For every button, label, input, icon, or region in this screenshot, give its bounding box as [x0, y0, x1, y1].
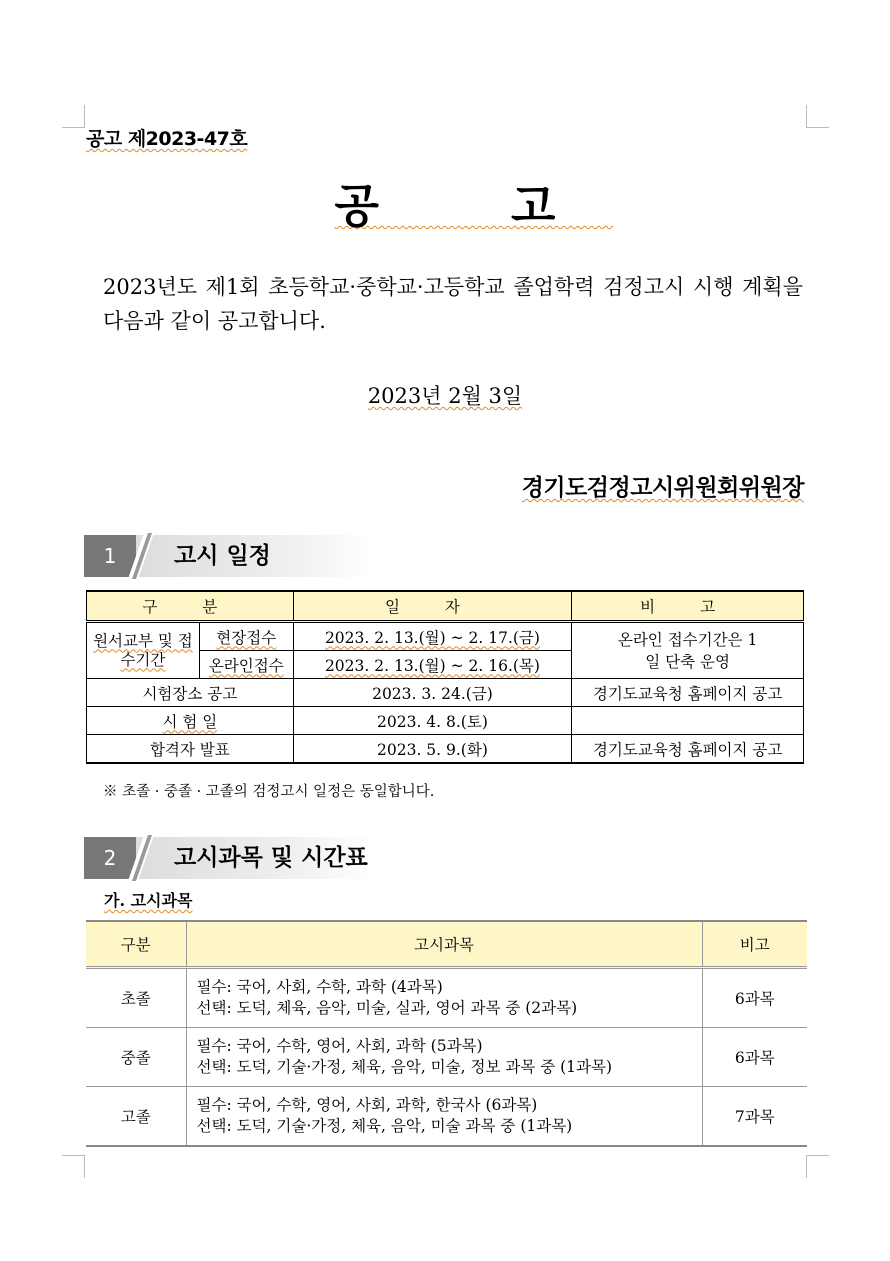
required-subjects: 필수: 국어, 사회, 수학, 과학 (4과목)	[196, 978, 443, 996]
section1-title: 고시 일정	[174, 543, 271, 569]
header-level: 구분	[86, 921, 186, 968]
table-header-row	[86, 921, 807, 968]
schedule-table	[86, 590, 804, 764]
row-note	[572, 707, 804, 735]
issuer: 경기도검정고시위원회위원장	[521, 475, 804, 501]
onsite-label: 현장접수	[199, 622, 293, 651]
header-date: 일 자	[293, 591, 572, 622]
elective-subjects: 선택: 도덕, 기술·가정, 체육, 음악, 미술 과목 중 (1과목)	[196, 1117, 573, 1135]
header-note: 비고	[702, 921, 807, 968]
subjects-cell	[186, 1028, 702, 1087]
table-row	[86, 1087, 807, 1147]
sub-heading: 가. 고시과목	[104, 891, 193, 910]
section2-title: 고시과목 및 시간표	[174, 845, 368, 871]
crop-mark-bottom-left	[62, 1155, 85, 1178]
slash-icon	[128, 533, 154, 579]
notice-number: 공고 제2023-47호	[86, 128, 248, 150]
header-category: 구 분	[87, 591, 294, 622]
header-note: 비 고	[572, 591, 804, 622]
required-subjects: 필수: 국어, 수학, 영어, 사회, 과학, 한국사 (6과목)	[196, 1096, 538, 1114]
level-cell: 초졸	[86, 968, 186, 1028]
note-cell: 7과목	[702, 1087, 807, 1147]
elective-subjects: 선택: 도덕, 체육, 음악, 미술, 실과, 영어 과목 중 (2과목)	[196, 999, 578, 1017]
note-cell: 6과목	[702, 1028, 807, 1087]
required-subjects: 필수: 국어, 수학, 영어, 사회, 과학 (5과목)	[196, 1037, 483, 1055]
table-row	[86, 968, 807, 1028]
schedule-footnote: ※ 초졸 · 중졸 · 고졸의 검정고시 일정은 동일합니다.	[103, 784, 435, 800]
table-row	[87, 622, 804, 651]
crop-mark-top-left	[62, 105, 85, 128]
onsite-date: 2023. 2. 13.(월) ~ 2. 17.(금)	[293, 622, 572, 651]
header-subjects: 고시과목	[186, 921, 702, 968]
section2-number: 2	[84, 837, 136, 879]
level-cell: 고졸	[86, 1087, 186, 1147]
row-date: 2023. 4. 8.(토)	[293, 707, 572, 735]
table-row	[87, 707, 804, 735]
note-cell: 6과목	[702, 968, 807, 1028]
elective-subjects: 선택: 도덕, 기술·가정, 체육, 음악, 미술, 정보 과목 중 (1과목)	[196, 1058, 613, 1076]
online-label: 온라인접수	[199, 651, 293, 679]
crop-mark-top-right	[806, 105, 829, 128]
row-date: 2023. 3. 24.(금)	[293, 679, 572, 707]
section1-number: 1	[84, 535, 136, 577]
row-note: 경기도교육청 홈페이지 공고	[572, 735, 804, 764]
row-label: 합격자 발표	[87, 735, 294, 764]
row-date: 2023. 5. 9.(화)	[293, 735, 572, 764]
application-label: 원서교부 및 접수기간	[87, 622, 200, 679]
row-label: 시 험 일	[87, 707, 294, 735]
row-note: 경기도교육청 홈페이지 공고	[572, 679, 804, 707]
subjects-cell	[186, 1087, 702, 1147]
subjects-table	[86, 920, 807, 1147]
body-text: 2023년도 제1회 초등학교·중학교·고등학교 졸업학력 검정고시 시행 계획을 다음과 같이 공고합니다.	[103, 275, 803, 333]
table-header-row	[87, 591, 804, 622]
row-label: 시험장소 공고	[87, 679, 294, 707]
table-row	[87, 735, 804, 764]
application-note: 온라인 접수기간은 1일 단축 운영	[572, 622, 804, 679]
table-row	[87, 679, 804, 707]
crop-mark-bottom-right	[806, 1155, 829, 1178]
table-row	[86, 1028, 807, 1087]
section2-heading	[84, 837, 374, 879]
online-date: 2023. 2. 13.(월) ~ 2. 16.(목)	[293, 651, 572, 679]
subjects-cell	[186, 968, 702, 1028]
notice-date: 2023년 2월 3일	[367, 384, 523, 408]
level-cell: 중졸	[86, 1028, 186, 1087]
page-title: 공 고	[334, 179, 614, 233]
section1-heading	[84, 535, 374, 577]
slash-icon	[128, 835, 154, 881]
